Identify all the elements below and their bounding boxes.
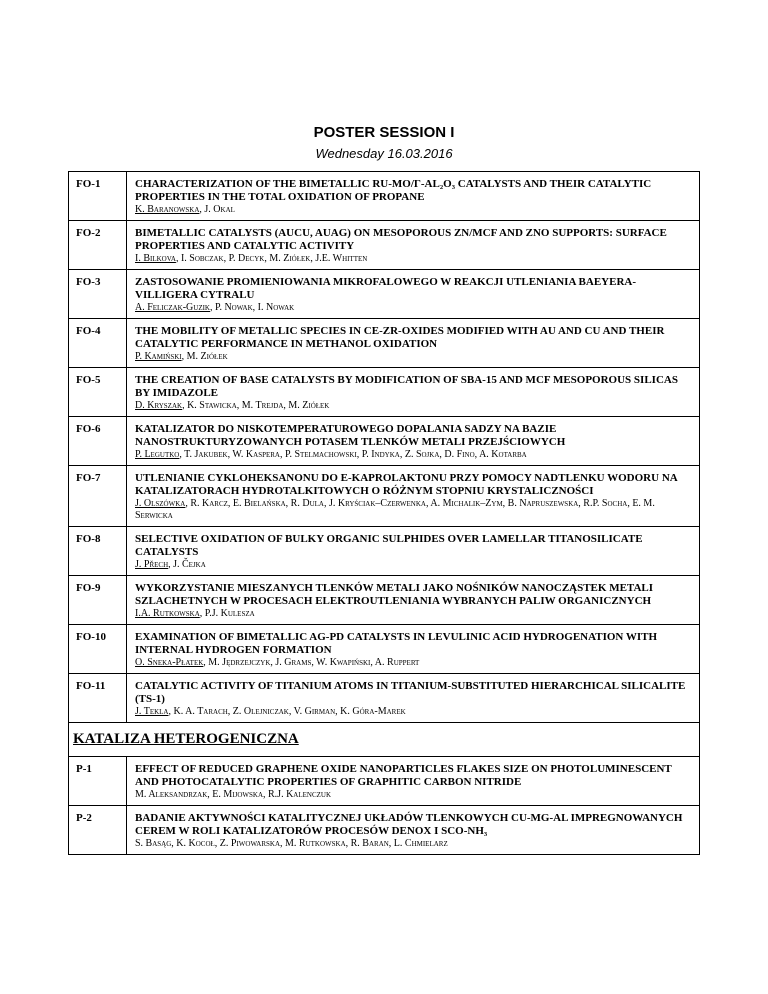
entry-title: UTLENIANIE CYKLOHEKSANONU DO E-KAPROLAKTONU PRZY POMOCY NADTLENKU WODORU NA KATALIZATORACH HYDROTALKITOWYCH O RÓŻNYM STOPNIU KRYSTALICZNOŚCI <box>135 472 678 497</box>
entry-authors <box>135 449 691 461</box>
entry-title: ZASTOSOWANIE PROMIENIOWANIA MIKROFALOWEGO W REAKCJI UTLENIANIA BAEYERA-VILLIGERA CYTRALU <box>135 276 636 301</box>
entry-authors <box>135 302 691 314</box>
entry-title: BIMETALLIC CATALYSTS (AUCU, AUAG) ON MESOPOROUS ZN/MCF AND ZNO SUPPORTS: SURFACE PROPERTIES AND CATALYTIC ACTIVITY <box>135 227 667 252</box>
presenting-author: K. Baranowska <box>135 204 200 215</box>
program-row <box>69 172 700 221</box>
program-row <box>69 417 700 466</box>
entry-code: FO-9 <box>69 576 127 625</box>
entry-title: CHARACTERIZATION OF THE BIMETALLIC RU-MO/Γ-AL₂O₃ CATALYSTS AND THEIR CATALYTIC PROPERTIES IN THE TOTAL OXIDATION OF PROPANE <box>135 178 652 203</box>
entry-cell <box>127 172 700 221</box>
entry-authors <box>135 351 691 363</box>
entry-authors <box>135 204 691 216</box>
program-row <box>69 576 700 625</box>
entry-title: THE CREATION OF BASE CATALYSTS BY MODIFICATION OF SBA-15 AND MCF MESOPOROUS SILICAS BY IMIDAZOLE <box>135 374 678 399</box>
program-row <box>69 466 700 527</box>
presenting-author: J. Tekla <box>135 706 169 717</box>
entry-title: WYKORZYSTANIE MIESZANYCH TLENKÓW METALI JAKO NOŚNIKÓW NANOCZĄSTEK METALI SZLACHETNYCH W PROCESACH ELEKTROUTLENIANIA WYBRANYCH PALIW ORGANICZNYCH <box>135 582 654 607</box>
entry-cell <box>127 757 700 806</box>
entry-authors <box>135 838 691 850</box>
entry-title: CATALYTIC ACTIVITY OF TITANIUM ATOMS IN TITANIUM-SUBSTITUTED HIERARCHICAL SILICALITE (TS-1) <box>135 680 686 705</box>
entry-cell <box>127 625 700 674</box>
presenting-author: P. Legutko <box>135 449 180 460</box>
entry-authors <box>135 608 691 620</box>
co-authors: , K. Stawicka, M. Trejda, M. Ziółek <box>182 400 330 411</box>
entry-title: BADANIE AKTYWNOŚCI KATALITYCZNEJ UKŁADÓW TLENKOWYCH CU-MG-AL IMPREGNOWANYCH CEREM W ROLI KATALIZATORÓW PROCESÓW DENOX I SCO-NH₃ <box>135 812 683 837</box>
presenting-author: P. Kamiński <box>135 351 182 362</box>
entry-code: FO-7 <box>69 466 127 527</box>
program-row <box>69 757 700 806</box>
co-authors: , J. Okal <box>199 204 235 215</box>
co-authors: , P. Nowak, I. Nowak <box>210 302 295 313</box>
program-row <box>69 368 700 417</box>
program-row <box>69 319 700 368</box>
presenting-author: J. Přech <box>135 559 169 570</box>
entry-cell <box>127 674 700 723</box>
entry-title: EXAMINATION OF BIMETALLIC AG-PD CATALYSTS IN LEVULINIC ACID HYDROGENATION WITH INTERNAL HYDROGEN FORMATION <box>135 631 658 656</box>
entry-authors <box>135 706 691 718</box>
entry-code: P-2 <box>69 806 127 855</box>
co-authors: , T. Jakubek, W. Kaspera, P. Stelmachowski, P. Indyka, Z. Sojka, D. Fino, A. Kotarba <box>179 449 527 460</box>
co-authors: , M. Jędrzejczyk, J. Grams, W. Kwapiński, A. Ruppert <box>203 657 420 668</box>
entry-code: FO-1 <box>69 172 127 221</box>
presenting-author: I. Bilkova <box>135 253 176 264</box>
entry-cell <box>127 466 700 527</box>
entry-code: FO-8 <box>69 527 127 576</box>
entry-code: P-1 <box>69 757 127 806</box>
program-row <box>69 625 700 674</box>
session-date: Wednesday 16.03.2016 <box>315 146 453 161</box>
entry-authors <box>135 559 691 571</box>
entry-title: KATALIZATOR DO NISKOTEMPERATUROWEGO DOPALANIA SADZY NA BAZIE NANOSTRUKTURYZOWANYCH POTASEM TLENKÓW METALI PRZEJŚCIOWYCH <box>135 423 566 448</box>
presenting-author: O. Sneka-Płatek <box>135 657 204 668</box>
entry-authors <box>135 253 691 265</box>
program-row <box>69 221 700 270</box>
entry-code: FO-5 <box>69 368 127 417</box>
co-authors: , K. A. Tarach, Z. Olejniczak, V. Girman, K. Góra-Marek <box>168 706 406 717</box>
co-authors: S. Basąg, K. Kocoł, Z. Piwowarska, M. Rutkowska, R. Baran, L. Chmielarz <box>135 838 448 849</box>
co-authors: , I. Sobczak, P. Decyk, M. Ziółek, J.E. Whitten <box>175 253 368 264</box>
entry-code: FO-10 <box>69 625 127 674</box>
entry-cell <box>127 417 700 466</box>
entry-title: SELECTIVE OXIDATION OF BULKY ORGANIC SULPHIDES OVER LAMELLAR TITANOSILICATE CATALYSTS <box>135 533 643 558</box>
entry-cell <box>127 527 700 576</box>
section-row <box>69 723 700 757</box>
program-row <box>69 527 700 576</box>
co-authors: , P.J. Kulesza <box>199 608 255 619</box>
program-table <box>68 171 700 855</box>
program-row <box>69 806 700 855</box>
entry-code: FO-2 <box>69 221 127 270</box>
entry-cell <box>127 221 700 270</box>
entry-code: FO-6 <box>69 417 127 466</box>
entry-title: EFFECT OF REDUCED GRAPHENE OXIDE NANOPARTICLES FLAKES SIZE ON PHOTOLUMINESCENT AND PHOTOCATALYTIC PROPERTIES OF GRAPHITIC CARBON NITRIDE <box>135 763 672 788</box>
entry-cell <box>127 576 700 625</box>
entry-cell <box>127 806 700 855</box>
entry-authors <box>135 789 691 801</box>
program-row <box>69 270 700 319</box>
entry-authors <box>135 498 691 522</box>
entry-code: FO-4 <box>69 319 127 368</box>
entry-cell <box>127 270 700 319</box>
page-title: POSTER SESSION I <box>313 124 455 141</box>
presenting-author: J. Olszówka <box>135 498 186 509</box>
entry-cell <box>127 319 700 368</box>
entry-code: FO-11 <box>69 674 127 723</box>
entry-authors <box>135 657 691 669</box>
co-authors: , R. Karcz, E. Bielańska, R. Dula, J. Kryściak–Czerwenka, A. Michalik–Zym, B. Napruszewska, R.P. Socha, E. M. Serwicka <box>135 498 655 521</box>
co-authors: , M. Ziółek <box>181 351 228 362</box>
entry-title: THE MOBILITY OF METALLIC SPECIES IN CE-ZR-OXIDES MODIFIED WITH AU AND CU AND THEIR CATALYTIC PERFORMANCE IN METHANOL OXIDATION <box>135 325 665 350</box>
presenting-author: D. Kryszak <box>135 400 183 411</box>
entry-cell <box>127 368 700 417</box>
presenting-author: A. Feliczak-Guzik <box>135 302 210 313</box>
entry-authors <box>135 400 691 412</box>
co-authors: , J. Čejka <box>168 559 206 570</box>
program-row <box>69 674 700 723</box>
presenting-author: I.A. Rutkowska <box>135 608 200 619</box>
co-authors: M. Aleksandrzak, E. Mijowska, R.J. Kalenczuk <box>135 789 332 800</box>
entry-code: FO-3 <box>69 270 127 319</box>
section-heading: KATALIZA HETEROGENICZNA <box>69 723 700 757</box>
